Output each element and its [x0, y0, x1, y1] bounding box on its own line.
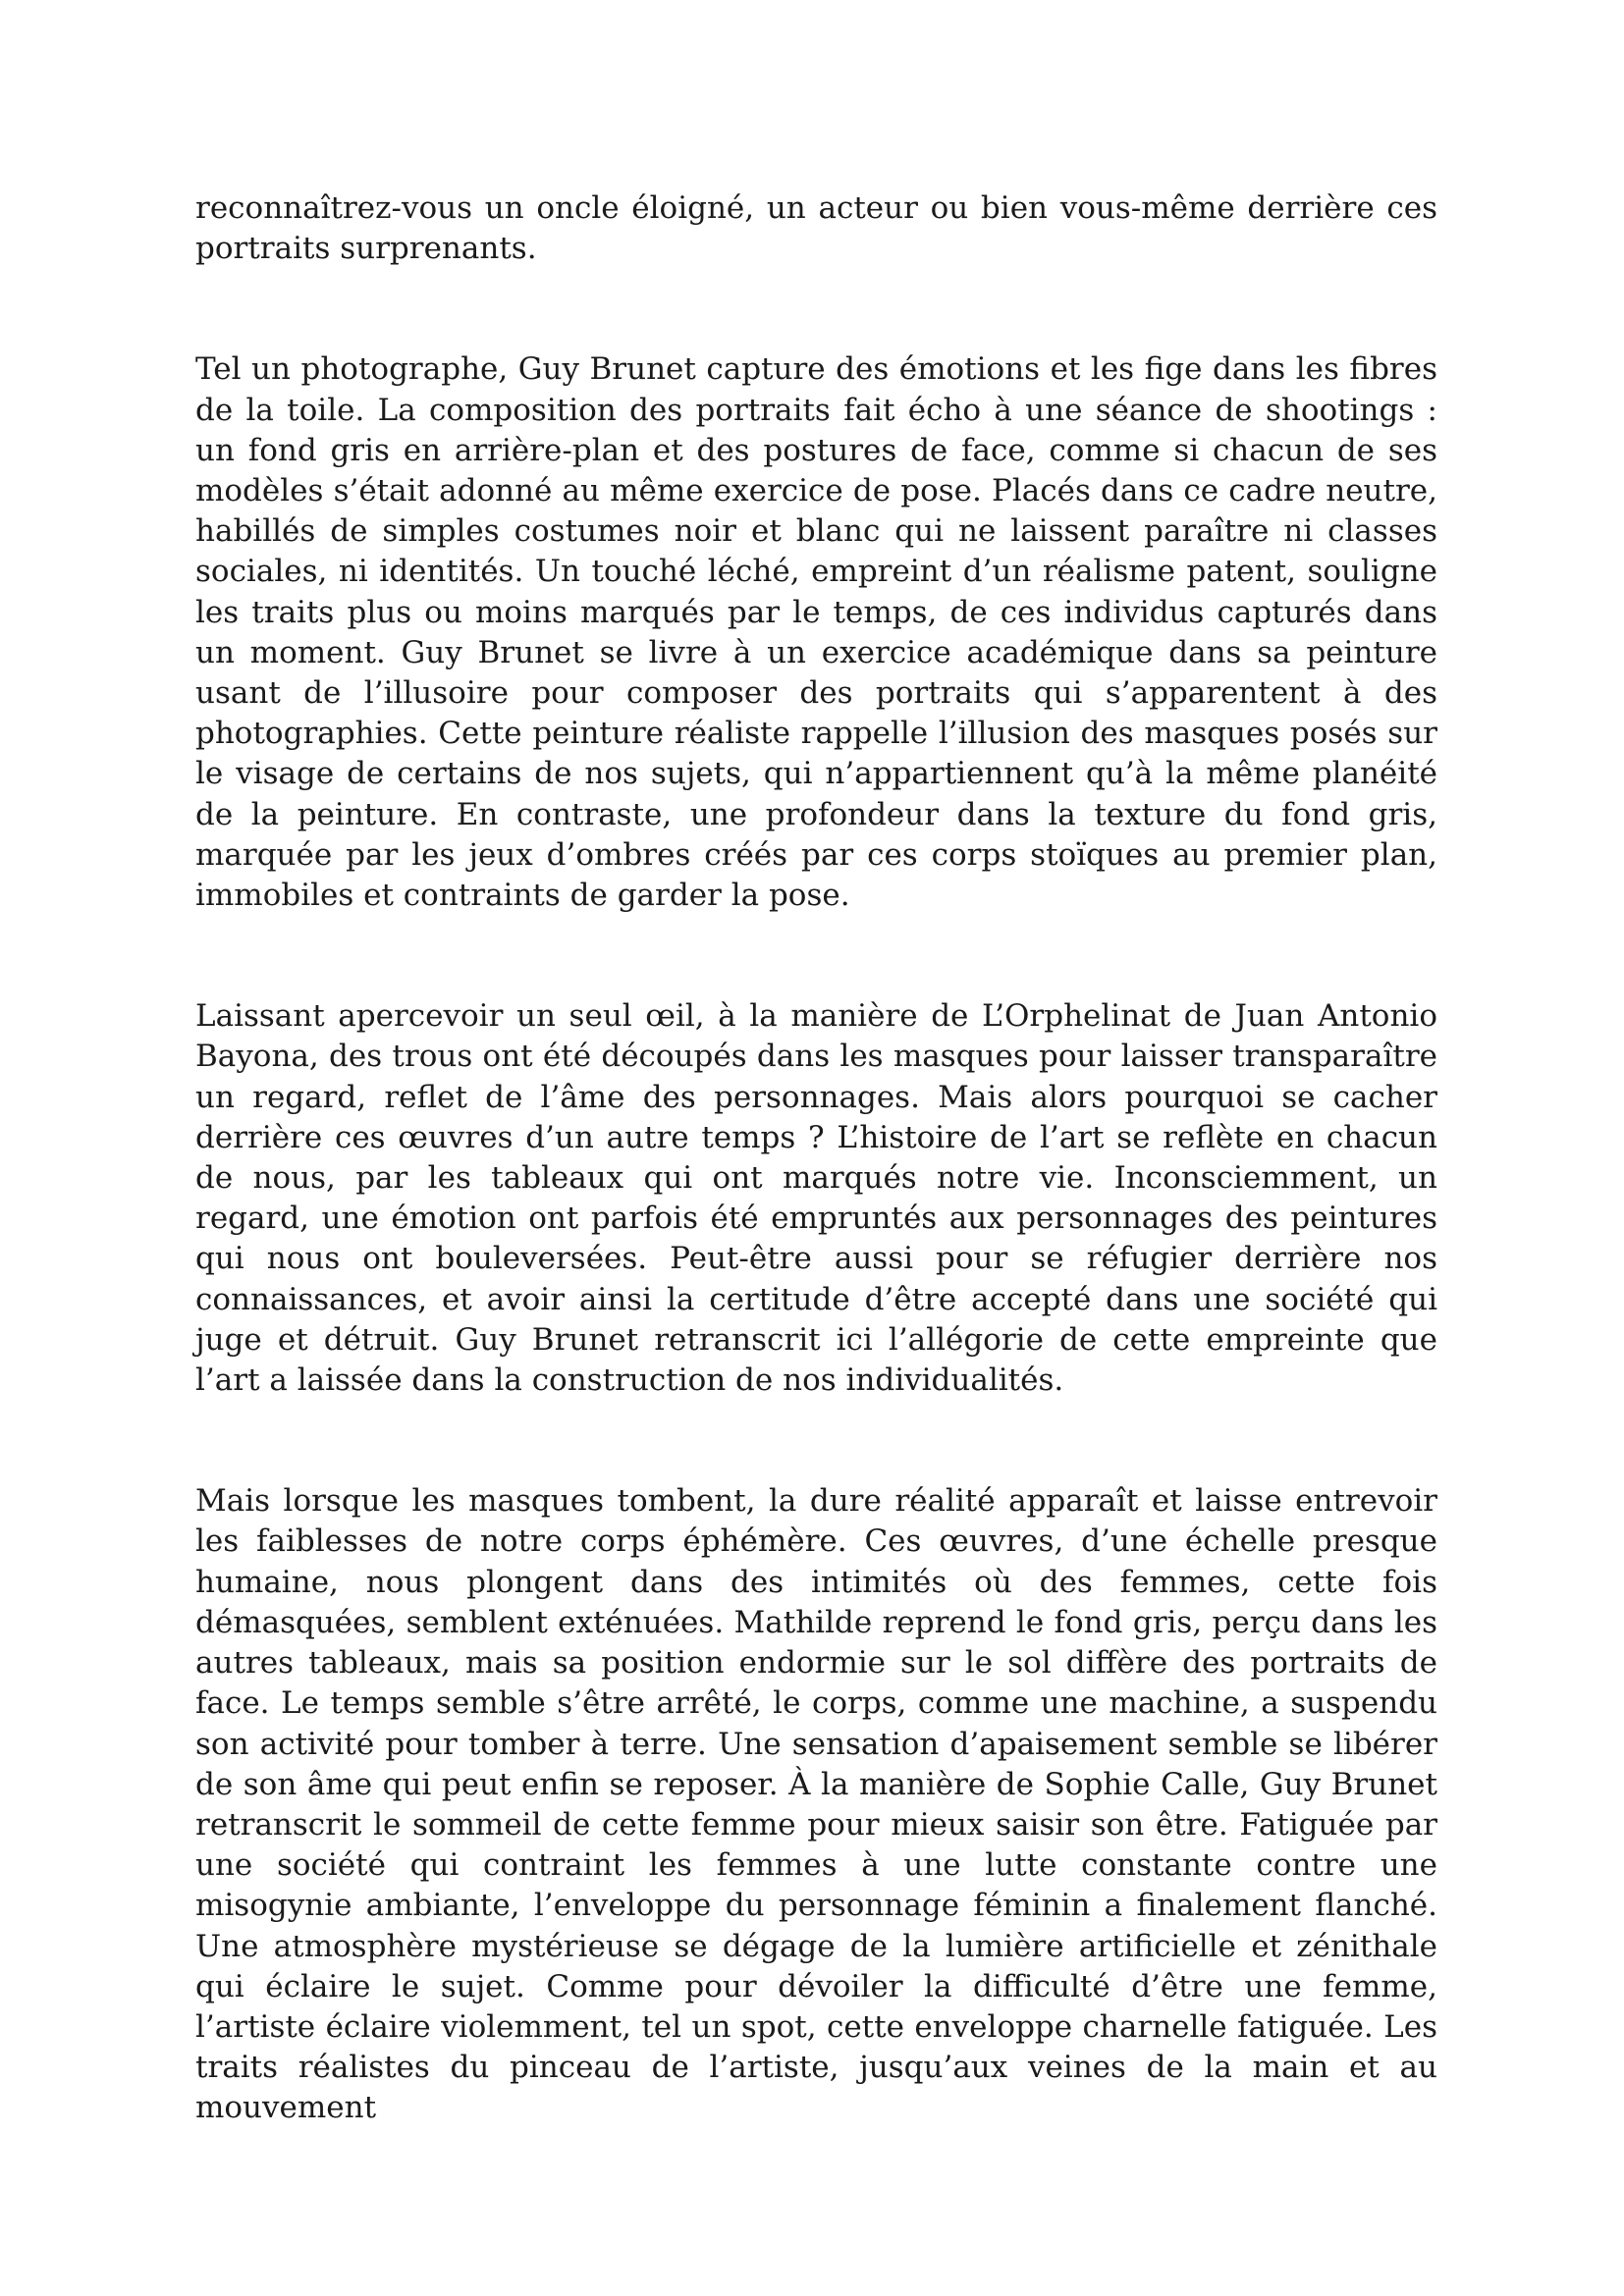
- paragraph-1: reconnaîtrez-vous un oncle éloigné, un acteur ou bien vous-même derrière ces portraits surprenants.: [195, 190, 1437, 267]
- paragraph-spacer: [195, 269, 1437, 349]
- paragraph-2: Tel un photographe, Guy Brunet capture des émotions et les fige dans les fibres de la toile. La composition des portraits fait écho à une séance de shootings : un fond gris en arrière-plan et des postures de face, comme si chacun de ses modèles s’était adonné au même exercice de pose. Placés dans ce cadre neutre, habillés de simples costumes noir et blanc qui ne laissent paraître ni classes sociales, ni identités. Un touché léché, empreint d’un réalisme patent, souligne les traits plus ou moins marqués par le temps, de ces individus capturés dans un moment. Guy Brunet se livre à un exercice académique dans sa peinture usant de l’illusoire pour composer des portraits qui s’apparentent à des photographies. Cette peinture réaliste rappelle l’illusion des masques posés sur le visage de certains de nos sujets, qui n’appartiennent qu’à la même planéité de la peinture. En contraste, une profondeur dans la texture du fond gris, marquée par les jeux d’ombres créés par ces corps stoïques au premier plan, immobiles et contraints de garder la pose.: [195, 351, 1437, 914]
- paragraph-3: Laissant apercevoir un seul œil, à la manière de L’Orphelinat de Juan Antonio Bayona, des trous ont été découpés dans les masques pour laisser transparaître un regard, reflet de l’âme des personnages. Mais alors pourquoi se cacher derrière ces œuvres d’un autre temps ? L’histoire de l’art se reflète en chacun de nous, par les tableaux qui ont marqués notre vie. Inconsciemment, un regard, une émotion ont parfois été empruntés aux personnages des peintures qui nous ont bouleversées. Peut-être aussi pour se réfugier derrière nos connaissances, et avoir ainsi la certitude d’être accepté dans une société qui juge et détruit. Guy Brunet retranscrit ici l’allégorie de cette empreinte que l’art a laissée dans la construction de nos individualités.: [195, 998, 1437, 1399]
- paragraph-spacer: [195, 1401, 1437, 1481]
- paragraph-spacer: [195, 916, 1437, 996]
- document-page: [195, 188, 1437, 2129]
- paragraph-4: Mais lorsque les masques tombent, la dure réalité apparaît et laisse entrevoir les faiblesses de notre corps éphémère. Ces œuvres, d’une échelle presque humaine, nous plongent dans des intimités où des femmes, cette fois démasquées, semblent exténuées. Mathilde reprend le fond gris, perçu dans les autres tableaux, mais sa position endormie sur le sol diffère des portraits de face. Le temps semble s’être arrêté, le corps, comme une machine, a suspendu son activité pour tomber à terre. Une sensation d’apaisement semble se libérer de son âme qui peut enfin se reposer. À la manière de Sophie Calle, Guy Brunet retranscrit le sommeil de cette femme pour mieux saisir son être. Fatiguée par une société qui contraint les femmes à une lutte constante contre une misogynie ambiante, l’enveloppe du personnage féminin a finalement flanché. Une atmosphère mystérieuse se dégage de la lumière artificielle et zénithale qui éclaire le sujet. Comme pour dévoiler la difficulté d’être une femme, l’artiste éclaire violemment, tel un spot, cette enveloppe charnelle fatiguée. Les traits réalistes du pinceau de l’artiste, jusqu’aux veines de la main et au mouvement: [195, 1483, 1437, 2126]
